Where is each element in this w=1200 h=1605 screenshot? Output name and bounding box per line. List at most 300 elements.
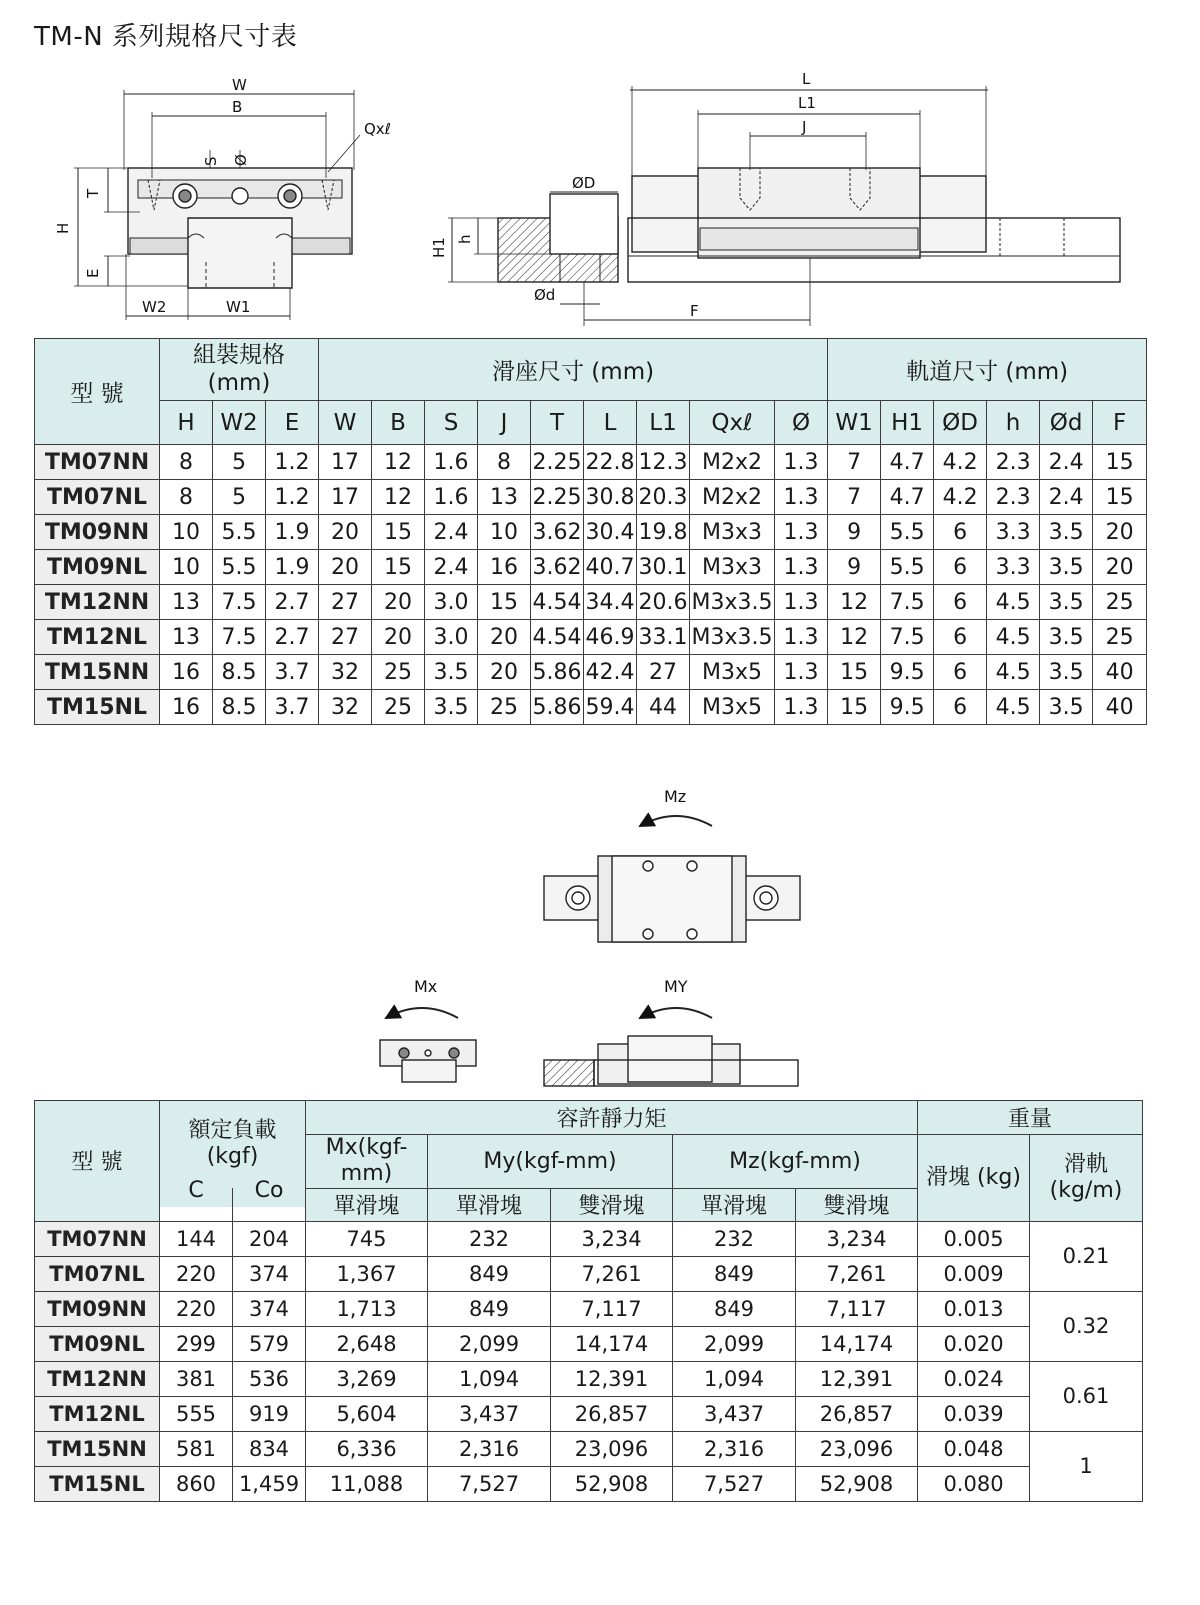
- column-header: ØD: [934, 401, 987, 445]
- table-cell-c: 220: [160, 1256, 233, 1291]
- table-cell: 2.4: [425, 515, 478, 550]
- table-cell: M3x3.5: [690, 585, 775, 620]
- table-cell-my1: 7,527: [428, 1466, 551, 1501]
- table-cell: 9: [828, 515, 881, 550]
- table-cell: 5: [213, 480, 266, 515]
- table-cell-my2: 26,857: [551, 1396, 673, 1431]
- table-cell: 2.3: [987, 445, 1040, 480]
- table-cell: 12.3: [637, 445, 690, 480]
- table-cell: 3.0: [425, 585, 478, 620]
- dim-label-L: L: [802, 70, 811, 88]
- table-row: [35, 1326, 1143, 1361]
- table-cell: M3x5: [690, 690, 775, 725]
- table-cell: 1.6: [425, 480, 478, 515]
- c-header: C: [160, 1174, 233, 1207]
- table-cell-my2: 3,234: [551, 1221, 673, 1256]
- table-cell-co: 536: [233, 1361, 306, 1396]
- table-cell: 4.54: [531, 620, 584, 655]
- column-header: H: [160, 401, 213, 445]
- table-cell: 32: [319, 690, 372, 725]
- dim-label-Od: Ød: [534, 286, 556, 304]
- table-cell-c: 381: [160, 1361, 233, 1396]
- table-cell-my1: 1,094: [428, 1361, 551, 1396]
- table-row: [35, 515, 1147, 550]
- mz-header: Mz(kgf-mm): [673, 1135, 918, 1189]
- load-table-body: [35, 1221, 1143, 1501]
- table-cell-co: 204: [233, 1221, 306, 1256]
- table-cell: M3x5: [690, 655, 775, 690]
- table-cell: 5.86: [531, 690, 584, 725]
- column-header: F: [1093, 401, 1147, 445]
- table-cell: 20: [1093, 515, 1147, 550]
- table-cell: 15: [478, 585, 531, 620]
- table-cell: 13: [478, 480, 531, 515]
- mz-double-header: 雙滑塊: [796, 1188, 918, 1221]
- table-cell-my1: 849: [428, 1291, 551, 1326]
- table-cell: 32: [319, 655, 372, 690]
- table-cell: 2.7: [266, 620, 319, 655]
- table-cell: 40: [1093, 655, 1147, 690]
- table-cell: 59.4: [584, 690, 637, 725]
- table-cell: 7.5: [881, 585, 934, 620]
- column-header: B: [372, 401, 425, 445]
- table-cell-mz1: 7,527: [673, 1466, 796, 1501]
- table-cell-mz1: 3,437: [673, 1396, 796, 1431]
- table-cell-my1: 3,437: [428, 1396, 551, 1431]
- table-cell: 4.5: [987, 690, 1040, 725]
- table-cell: 3.5: [1040, 515, 1093, 550]
- table-cell-c: 581: [160, 1431, 233, 1466]
- table-cell: 2.4: [1040, 480, 1093, 515]
- table-row: [35, 550, 1147, 585]
- table-cell: 2.7: [266, 585, 319, 620]
- table-cell-co: 834: [233, 1431, 306, 1466]
- table-cell: 2.25: [531, 480, 584, 515]
- moment-front-view: [380, 1008, 476, 1082]
- table-cell-c: 144: [160, 1221, 233, 1256]
- table-cell: 4.2: [934, 445, 987, 480]
- table-cell-mz1: 849: [673, 1291, 796, 1326]
- rail-weight-cell: 0.21: [1030, 1221, 1143, 1291]
- dim-label-J: J: [802, 118, 807, 136]
- assembly-group-header: 組裝規格 (mm): [160, 339, 319, 401]
- table-cell-block: 0.005: [918, 1221, 1030, 1256]
- table-cell: 8: [160, 445, 213, 480]
- table-cell: 1.3: [775, 480, 828, 515]
- table-cell: 17: [319, 480, 372, 515]
- table-row: [35, 480, 1147, 515]
- table-cell: 15: [828, 655, 881, 690]
- table-cell-co: 919: [233, 1396, 306, 1431]
- table-cell: 4.5: [987, 585, 1040, 620]
- table-cell: 17: [319, 445, 372, 480]
- table-cell: 3.3: [987, 550, 1040, 585]
- table-cell: 3.5: [1040, 655, 1093, 690]
- table-cell: 34.4: [584, 585, 637, 620]
- table-cell: 8: [160, 480, 213, 515]
- table-cell: 42.4: [584, 655, 637, 690]
- table-cell: 2.4: [425, 550, 478, 585]
- dim-label-B: B: [232, 98, 243, 116]
- table-cell: 8.5: [213, 690, 266, 725]
- table-cell-mx: 1,367: [306, 1256, 428, 1291]
- table-row: [35, 1291, 1143, 1326]
- table-cell: 1.3: [775, 585, 828, 620]
- table-cell: 10: [160, 515, 213, 550]
- table-cell: 5.5: [881, 515, 934, 550]
- rated-load-header: 額定負載 (kgf): [160, 1101, 306, 1189]
- table-cell: 12: [828, 620, 881, 655]
- table-cell: 7: [828, 480, 881, 515]
- table-cell: 9: [828, 550, 881, 585]
- table-cell: 30.8: [584, 480, 637, 515]
- table-cell: 25: [1093, 585, 1147, 620]
- table-cell: 27: [319, 620, 372, 655]
- table-cell-block: 0.013: [918, 1291, 1030, 1326]
- mx-single-header: 單滑塊: [306, 1188, 428, 1221]
- table-cell: 1.9: [266, 515, 319, 550]
- table-cell: 6: [934, 585, 987, 620]
- table-cell: 5: [213, 445, 266, 480]
- static-moment-header: 容許靜力矩: [306, 1101, 918, 1135]
- table-cell: 3.7: [266, 655, 319, 690]
- table-cell: 7: [828, 445, 881, 480]
- table-cell-my2: 7,117: [551, 1291, 673, 1326]
- table-cell-block: 0.048: [918, 1431, 1030, 1466]
- table-cell-block: 0.009: [918, 1256, 1030, 1291]
- table-row: [35, 690, 1147, 725]
- column-header: h: [987, 401, 1040, 445]
- table-cell-mz2: 23,096: [796, 1431, 918, 1466]
- table-cell-co: 579: [233, 1326, 306, 1361]
- dim-label-OD: ØD: [572, 174, 596, 192]
- rail-group-header: 軌道尺寸 (mm): [828, 339, 1147, 401]
- table-cell: 1.3: [775, 655, 828, 690]
- moment-label-My: MY: [664, 977, 688, 996]
- table-cell: 1.3: [775, 515, 828, 550]
- table-cell: 5.86: [531, 655, 584, 690]
- table-cell: 3.5: [1040, 550, 1093, 585]
- table-cell: 13: [160, 585, 213, 620]
- mx-header: Mx(kgf- mm): [306, 1135, 428, 1189]
- table-cell-mz1: 2,099: [673, 1326, 796, 1361]
- moment-label-Mx: Mx: [414, 977, 438, 996]
- table-cell-mx: 745: [306, 1221, 428, 1256]
- table-cell: 3.3: [987, 515, 1040, 550]
- dim-label-H: H: [54, 222, 72, 234]
- table-cell: 27: [319, 585, 372, 620]
- table-cell: 22.8: [584, 445, 637, 480]
- table-cell: 40.7: [584, 550, 637, 585]
- moment-side-view: [544, 1008, 798, 1086]
- table-cell: 30.1: [637, 550, 690, 585]
- rail-weight-cell: 0.32: [1030, 1291, 1143, 1361]
- table-cell: 15: [372, 550, 425, 585]
- table-cell: 1.9: [266, 550, 319, 585]
- table-cell: 6: [934, 550, 987, 585]
- table-cell-mz2: 14,174: [796, 1326, 918, 1361]
- model-cell: TM09NN: [35, 515, 160, 550]
- table-cell: 20: [478, 620, 531, 655]
- table-cell: M3x3: [690, 550, 775, 585]
- model-cell: TM07NN: [35, 445, 160, 480]
- table-cell: 40: [1093, 690, 1147, 725]
- table-cell: 1.3: [775, 690, 828, 725]
- table-cell-my1: 2,099: [428, 1326, 551, 1361]
- table-row: [35, 1361, 1143, 1396]
- rail-weight-cell: 0.61: [1030, 1361, 1143, 1431]
- table-cell-block: 0.024: [918, 1361, 1030, 1396]
- table-cell: 8.5: [213, 655, 266, 690]
- column-header: W: [319, 401, 372, 445]
- table-cell: 20: [319, 515, 372, 550]
- mz-single-header: 單滑塊: [673, 1188, 796, 1221]
- table-cell: 4.7: [881, 445, 934, 480]
- table-cell-my1: 232: [428, 1221, 551, 1256]
- model-cell: TM15NN: [35, 1431, 160, 1466]
- table-cell: 3.62: [531, 550, 584, 585]
- table-cell-mx: 11,088: [306, 1466, 428, 1501]
- model-cell: TM09NN: [35, 1291, 160, 1326]
- table-cell: 12: [372, 445, 425, 480]
- table-cell: 20: [372, 585, 425, 620]
- table-cell: 7.5: [213, 585, 266, 620]
- table-cell-my2: 14,174: [551, 1326, 673, 1361]
- table-cell: 20: [1093, 550, 1147, 585]
- table-cell: 4.5: [987, 620, 1040, 655]
- table-cell: 3.62: [531, 515, 584, 550]
- table-cell-my2: 23,096: [551, 1431, 673, 1466]
- table-cell-mz2: 26,857: [796, 1396, 918, 1431]
- load-table: [34, 1100, 1143, 1502]
- table-cell: 25: [372, 690, 425, 725]
- table-cell: 2.4: [1040, 445, 1093, 480]
- table-cell: 9.5: [881, 690, 934, 725]
- table-cell-c: 220: [160, 1291, 233, 1326]
- model-header: 型 號: [35, 339, 160, 445]
- table-cell-mz1: 849: [673, 1256, 796, 1291]
- table-cell: M2x2: [690, 445, 775, 480]
- column-header: Ød: [1040, 401, 1093, 445]
- column-header: E: [266, 401, 319, 445]
- table-cell: 9.5: [881, 655, 934, 690]
- table-cell: 12: [828, 585, 881, 620]
- dim-label-S: S: [202, 156, 220, 166]
- table-cell: 1.2: [266, 445, 319, 480]
- table-cell-mx: 6,336: [306, 1431, 428, 1466]
- table-cell: 3.7: [266, 690, 319, 725]
- table-cell: 25: [372, 655, 425, 690]
- table-cell: 6: [934, 515, 987, 550]
- column-header: T: [531, 401, 584, 445]
- table-cell-c: 555: [160, 1396, 233, 1431]
- dim-label-h: h: [456, 234, 474, 244]
- column-header: S: [425, 401, 478, 445]
- column-header-row: [35, 401, 1147, 445]
- table-cell: 15: [372, 515, 425, 550]
- table-row: [35, 1466, 1143, 1501]
- model-cell: TM12NN: [35, 1361, 160, 1396]
- dim-label-Qxl: Qxℓ: [364, 120, 391, 138]
- table-cell-my1: 849: [428, 1256, 551, 1291]
- table-cell: 25: [1093, 620, 1147, 655]
- table-cell-my1: 2,316: [428, 1431, 551, 1466]
- dimension-table: [34, 338, 1147, 725]
- my-double-header: 雙滑塊: [551, 1188, 673, 1221]
- table-cell: 1.2: [266, 480, 319, 515]
- model-cell: TM15NN: [35, 655, 160, 690]
- table-cell: 8: [478, 445, 531, 480]
- table-cell: 7.5: [881, 620, 934, 655]
- table-cell-block: 0.039: [918, 1396, 1030, 1431]
- co-header: Co: [233, 1174, 306, 1207]
- table-cell: M3x3: [690, 515, 775, 550]
- dim-label-W: W: [232, 76, 247, 94]
- table-cell: 5.5: [213, 550, 266, 585]
- table-cell: 2.3: [987, 480, 1040, 515]
- table-cell: 1.3: [775, 550, 828, 585]
- table-cell: 10: [160, 550, 213, 585]
- table-cell-mx: 5,604: [306, 1396, 428, 1431]
- dim-label-L1: L1: [798, 94, 816, 112]
- dim-label-W1: W1: [226, 298, 251, 316]
- table-cell: 3.5: [425, 690, 478, 725]
- page-title: TM-N 系列規格尺寸表: [34, 22, 298, 52]
- table-cell: 7.5: [213, 620, 266, 655]
- model-cell: TM12NN: [35, 585, 160, 620]
- model-cell: TM07NL: [35, 480, 160, 515]
- table-cell-my2: 52,908: [551, 1466, 673, 1501]
- table-cell: 5.5: [213, 515, 266, 550]
- dim-label-T: T: [84, 188, 102, 198]
- dim-label-F: F: [690, 302, 699, 320]
- table-cell: 25: [478, 690, 531, 725]
- table-cell: 5.5: [881, 550, 934, 585]
- table-cell: 10: [478, 515, 531, 550]
- model-cell: TM15NL: [35, 690, 160, 725]
- table-cell: 3.5: [1040, 690, 1093, 725]
- table-cell: 16: [160, 655, 213, 690]
- table-cell-co: 374: [233, 1256, 306, 1291]
- moment-label-Mz: Mz: [664, 787, 687, 806]
- table-cell: 44: [637, 690, 690, 725]
- weight-header: 重量: [918, 1101, 1143, 1135]
- table-cell: 30.4: [584, 515, 637, 550]
- column-header: Ø: [775, 401, 828, 445]
- table-cell: 4.7: [881, 480, 934, 515]
- model-cell: TM15NL: [35, 1466, 160, 1501]
- table-cell: 15: [1093, 480, 1147, 515]
- dim-label-W2: W2: [142, 298, 167, 316]
- table-cell-co: 1,459: [233, 1466, 306, 1501]
- table-row: [35, 445, 1147, 480]
- table-cell: 1.3: [775, 620, 828, 655]
- table-cell: 13: [160, 620, 213, 655]
- table-cell: 3.5: [425, 655, 478, 690]
- model-cell: TM12NL: [35, 620, 160, 655]
- column-header: W1: [828, 401, 881, 445]
- table-cell-mx: 2,648: [306, 1326, 428, 1361]
- table-cell: 12: [372, 480, 425, 515]
- table-cell: 16: [160, 690, 213, 725]
- table-cell: 4.2: [934, 480, 987, 515]
- model-cell: TM09NL: [35, 550, 160, 585]
- table-cell: 3.0: [425, 620, 478, 655]
- column-header: L: [584, 401, 637, 445]
- dim-label-phi: Ø: [232, 154, 250, 166]
- table-cell: 20: [372, 620, 425, 655]
- model-header: 型 號: [35, 1101, 160, 1222]
- table-cell-block: 0.080: [918, 1466, 1030, 1501]
- table-cell-mx: 1,713: [306, 1291, 428, 1326]
- model-cell: TM09NL: [35, 1326, 160, 1361]
- table-cell-mz2: 3,234: [796, 1221, 918, 1256]
- table-cell-c: 299: [160, 1326, 233, 1361]
- table-cell-mx: 3,269: [306, 1361, 428, 1396]
- table-cell: 16: [478, 550, 531, 585]
- table-cell: 6: [934, 620, 987, 655]
- dim-label-E: E: [84, 268, 102, 278]
- dim-label-H1: H1: [430, 237, 448, 258]
- model-cell: TM07NN: [35, 1221, 160, 1256]
- table-cell: 20: [319, 550, 372, 585]
- table-cell: 20.3: [637, 480, 690, 515]
- table-cell-my2: 12,391: [551, 1361, 673, 1396]
- column-header: L1: [637, 401, 690, 445]
- table-row: [35, 1221, 1143, 1256]
- table-cell-mz2: 52,908: [796, 1466, 918, 1501]
- model-cell: TM07NL: [35, 1256, 160, 1291]
- column-header: Qxℓ: [690, 401, 775, 445]
- table-cell-c: 860: [160, 1466, 233, 1501]
- rail-weight-header: 滑軌 (kg/m): [1030, 1135, 1143, 1222]
- block-weight-header: 滑塊 (kg): [918, 1135, 1030, 1222]
- table-row: [35, 1396, 1143, 1431]
- my-single-header: 單滑塊: [428, 1188, 551, 1221]
- table-row: [35, 1256, 1143, 1291]
- table-row: [35, 1431, 1143, 1466]
- my-header: My(kgf-mm): [428, 1135, 673, 1189]
- rail-weight-cell: 1: [1030, 1431, 1143, 1501]
- table-cell: 2.25: [531, 445, 584, 480]
- table-cell: 15: [1093, 445, 1147, 480]
- table-cell-mz2: 7,261: [796, 1256, 918, 1291]
- column-header: H1: [881, 401, 934, 445]
- table-cell: 6: [934, 690, 987, 725]
- model-cell: TM12NL: [35, 1396, 160, 1431]
- table-cell: 3.5: [1040, 585, 1093, 620]
- front-view-drawing: [74, 90, 360, 320]
- dimension-table-body: [35, 445, 1147, 725]
- table-cell: 19.8: [637, 515, 690, 550]
- table-cell-mz1: 232: [673, 1221, 796, 1256]
- table-row: [35, 655, 1147, 690]
- table-cell: 46.9: [584, 620, 637, 655]
- moment-top-view: [544, 816, 800, 942]
- table-cell-mz1: 1,094: [673, 1361, 796, 1396]
- table-cell-mz2: 7,117: [796, 1291, 918, 1326]
- table-row: [35, 620, 1147, 655]
- table-cell: 27: [637, 655, 690, 690]
- table-row: [35, 585, 1147, 620]
- table-cell: 20.6: [637, 585, 690, 620]
- table-cell: 4.54: [531, 585, 584, 620]
- table-cell: 1.3: [775, 445, 828, 480]
- table-cell: 3.5: [1040, 620, 1093, 655]
- table-cell: 20: [478, 655, 531, 690]
- table-cell-co: 374: [233, 1291, 306, 1326]
- table-cell: 15: [828, 690, 881, 725]
